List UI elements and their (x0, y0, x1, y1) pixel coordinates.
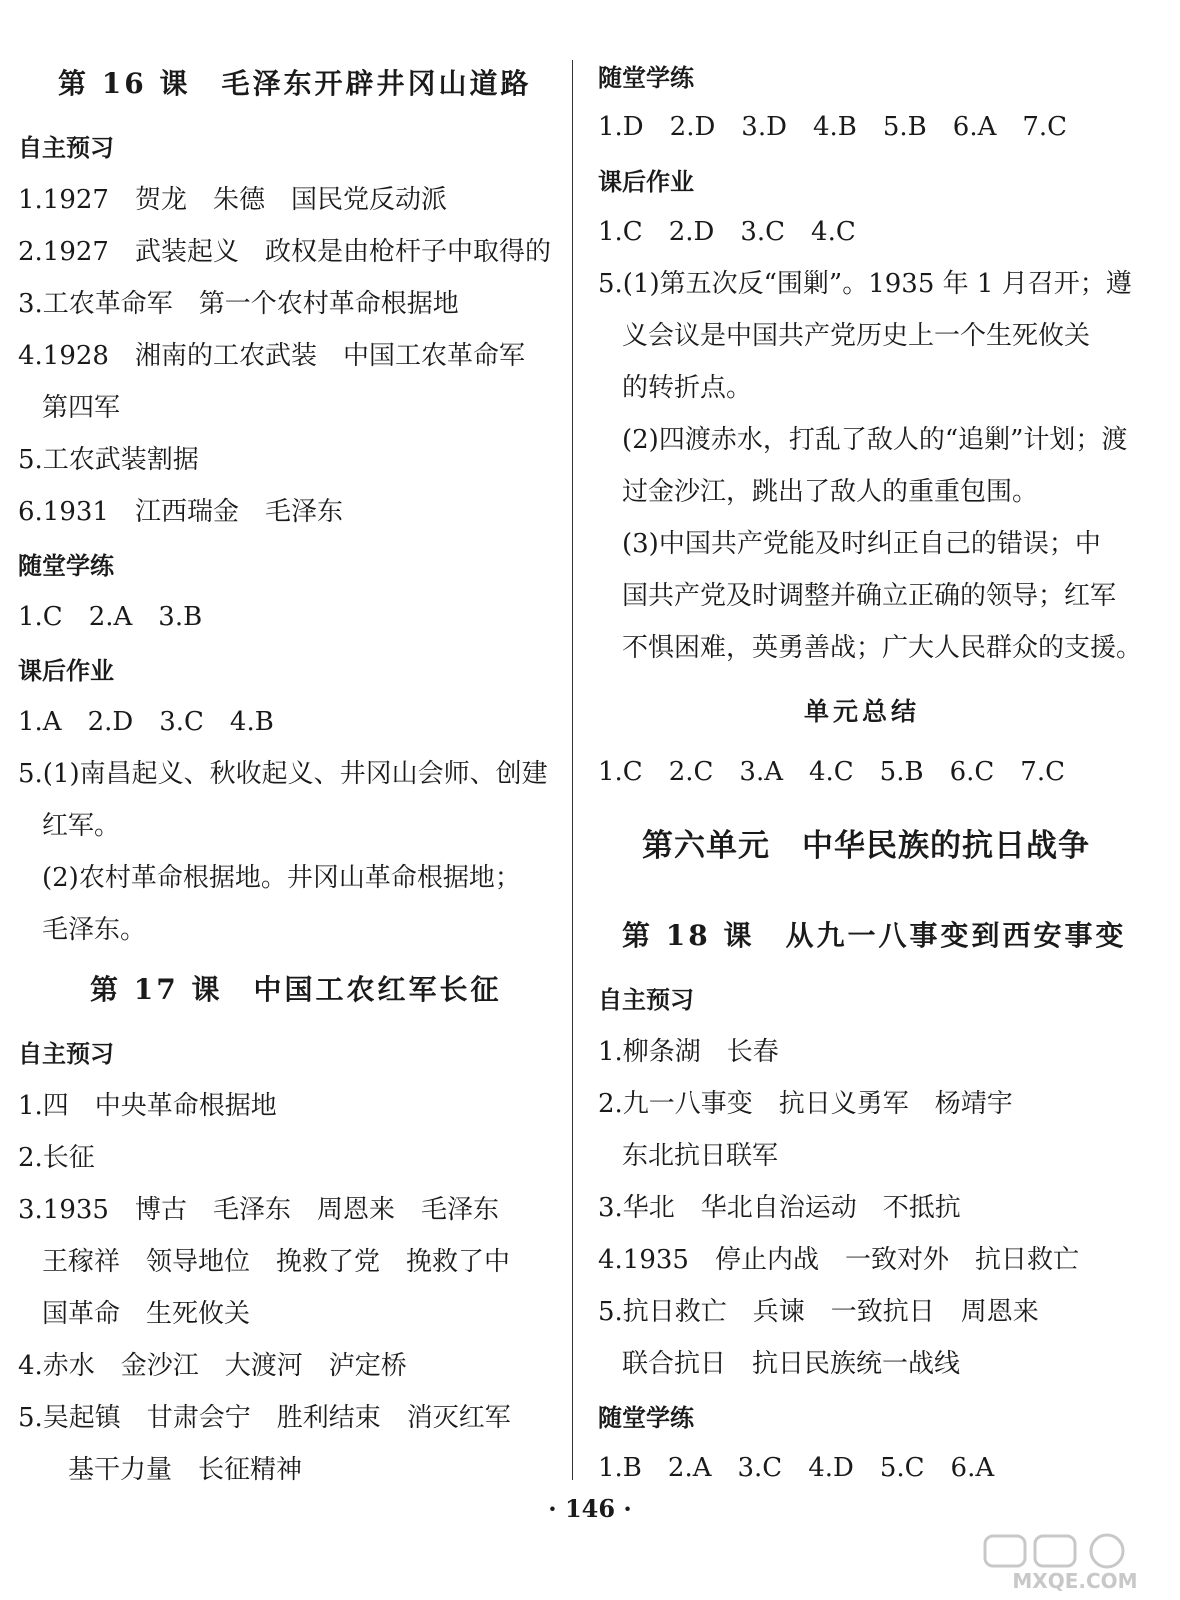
lesson-18-title: 第 18 课 从九一八事变到西安事变 (622, 919, 1127, 952)
answer-line: 5.工农武装割据 (18, 445, 199, 475)
answer-line: 1.B 2.A 3.C 4.D 5.C 6.A (598, 1453, 995, 1483)
lesson-17-title: 第 17 课 中国工农红军长征 (90, 973, 502, 1006)
answer-line: 1.1927 贺龙 朱德 国民党反动派 (18, 185, 447, 215)
answer-line: 4.1928 湘南的工农武装 中国工农革命军 (18, 341, 525, 371)
page-number: · 146 · (548, 1494, 632, 1523)
answer-line: 国共产党及时调整并确立正确的领导；红军 (622, 581, 1117, 611)
section-label-preview: 自主预习 (18, 1040, 114, 1068)
answer-line: 2.1927 武装起义 政权是由枪杆子中取得的 (18, 237, 551, 267)
section-label-homework: 课后作业 (18, 657, 114, 685)
answer-line: 3.华北 华北自治运动 不抵抗 (598, 1193, 961, 1223)
section-label-preview: 自主预习 (18, 134, 114, 162)
answer-line: 毛泽东。 (42, 915, 147, 945)
answer-line: 2.长征 (18, 1143, 95, 1173)
unit-6-title: 第六单元 中华民族的抗日战争 (642, 828, 1090, 864)
answer-line: 6.1931 江西瑞金 毛泽东 (18, 497, 343, 527)
answer-line: 东北抗日联军 (622, 1141, 779, 1171)
answer-line: 1.柳条湖 长春 (598, 1037, 779, 1067)
answer-line: 1.D 2.D 3.D 4.B 5.B 6.A 7.C (598, 112, 1068, 142)
answer-line: 联合抗日 抗日民族统一战线 (622, 1349, 961, 1379)
answer-line: 3.1935 博古 毛泽东 周恩来 毛泽东 (18, 1195, 499, 1225)
answer-line: 1.四 中央革命根据地 (18, 1091, 277, 1121)
answer-line: 基干力量 长征精神 (68, 1455, 303, 1485)
answer-line: 义会议是中国共产党历史上一个生死攸关 (622, 321, 1091, 351)
answer-line: 过金沙江，跳出了敌人的重重包围。 (622, 477, 1039, 507)
answer-line: (2)农村革命根据地。井冈山革命根据地； (42, 863, 521, 893)
answer-line: 5.(1)南昌起义、秋收起义、井冈山会师、创建 (18, 759, 548, 789)
section-label-class-practice: 随堂学练 (18, 552, 114, 580)
section-label-class-practice: 随堂学练 (598, 1404, 694, 1432)
answer-line: 5.抗日救亡 兵谏 一致抗日 周恩来 (598, 1297, 1039, 1327)
lesson-16-title: 第 16 课 毛泽东开辟井冈山道路 (58, 67, 532, 100)
section-label-class-practice: 随堂学练 (598, 64, 694, 92)
answer-line: 5.(1)第五次反“围剿”。1935 年 1 月召开；遵 (598, 269, 1132, 299)
section-label-homework: 课后作业 (598, 168, 694, 196)
answer-line: 2.九一八事变 抗日义勇军 杨靖宇 (598, 1089, 1013, 1119)
answer-line: (3)中国共产党能及时纠正自己的错误；中 (622, 529, 1101, 559)
answer-line: 1.C 2.A 3.B (18, 602, 203, 632)
answer-line: (2)四渡赤水，打乱了敌人的“追剿”计划；渡 (622, 425, 1128, 455)
column-divider (572, 60, 573, 1480)
answer-line: 5.吴起镇 甘肃会宁 胜利结束 消灭红军 (18, 1403, 511, 1433)
answer-line: 3.工农革命军 第一个农村革命根据地 (18, 289, 459, 319)
section-label-preview: 自主预习 (598, 986, 694, 1014)
watermark-logo (975, 1530, 1175, 1595)
answer-line: 的转折点。 (622, 373, 753, 403)
unit-summary-title: 单元总结 (804, 697, 921, 726)
answer-line: 1.A 2.D 3.C 4.B (18, 707, 274, 737)
watermark-text: MXQE.COM (1012, 1569, 1138, 1593)
answer-line: 王稼祥 领导地位 挽救了党 挽救了中 (42, 1247, 511, 1277)
answer-line: 国革命 生死攸关 (42, 1299, 251, 1329)
answer-line: 1.C 2.D 3.C 4.C (598, 217, 856, 247)
answer-line: 红军。 (42, 811, 121, 841)
answer-line: 4.赤水 金沙江 大渡河 泸定桥 (18, 1351, 407, 1381)
answer-line: 4.1935 停止内战 一致对外 抗日救亡 (598, 1245, 1079, 1275)
answer-line: 不惧困难，英勇善战；广大人民群众的支援。 (622, 633, 1143, 663)
answer-line: 1.C 2.C 3.A 4.C 5.B 6.C 7.C (598, 757, 1065, 787)
answer-line: 第四军 (42, 393, 121, 423)
